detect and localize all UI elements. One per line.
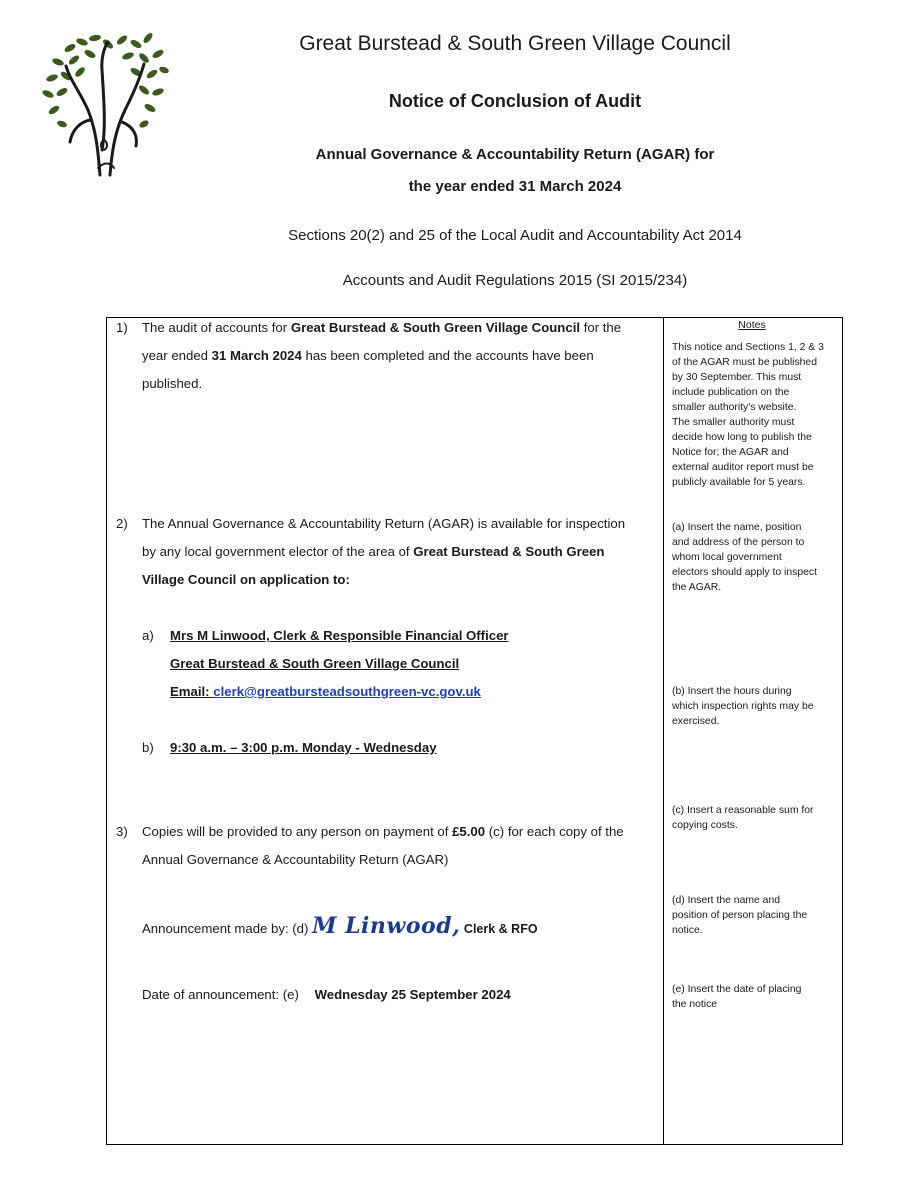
item-2-line-2-pre: by any local government elector of the area of xyxy=(142,544,414,559)
item-1-line-1-pre: The audit of accounts for xyxy=(142,320,291,335)
note-d-line: position of person placing the xyxy=(672,910,808,921)
item-1-text xyxy=(142,314,660,398)
regulations-line: Accounts and Audit Regulations 2015 (SI 2015/234) xyxy=(342,272,688,289)
note-e-line: (e) Insert the date of placing xyxy=(672,984,802,995)
note-intro-line: decide how long to publish the xyxy=(672,432,812,443)
item-2-line-1: The Annual Governance & Accountability Return (AGAR) is available for inspection xyxy=(142,516,626,531)
announcement-label: Announcement made by: (d) xyxy=(142,921,309,936)
council-tree-logo-icon xyxy=(40,30,170,178)
item-1-line-2-post: has been completed and the accounts have been xyxy=(301,348,594,363)
note-intro-line: of the AGAR must be published xyxy=(672,357,817,368)
notes-column-divider xyxy=(663,317,664,1145)
item-1-line-2-pre: year ended xyxy=(142,348,212,363)
note-c-line: copying costs. xyxy=(672,820,738,831)
note-intro-line: include publication on the xyxy=(672,387,790,398)
note-e xyxy=(672,982,832,1012)
item-3-line-1-pre: Copies will be provided to any person on payment of xyxy=(142,824,453,839)
note-a-line: whom local government xyxy=(672,552,782,563)
item-1-line-1-post: for the xyxy=(580,320,622,335)
note-a-line: (a) Insert the name, position xyxy=(672,522,802,533)
item-2-number: 2) xyxy=(116,516,128,531)
note-a-line: and address of the person to xyxy=(672,537,805,548)
item-1-line-3: published. xyxy=(142,376,203,391)
item-1-number: 1) xyxy=(116,320,128,335)
notice-title: Notice of Conclusion of Audit xyxy=(388,91,642,111)
agar-title-line-2: the year ended 31 March 2024 xyxy=(408,178,622,195)
note-b xyxy=(672,684,832,729)
item-3-number: 3) xyxy=(116,824,128,839)
announcement-line xyxy=(142,912,538,943)
note-c-line: (c) Insert a reasonable sum for xyxy=(672,805,814,816)
note-intro-line: external auditor report must be xyxy=(672,462,814,473)
note-d xyxy=(672,893,832,938)
item-1-council-name: Great Burstead & South Green Village Council xyxy=(290,320,581,335)
note-a-line: the AGAR. xyxy=(672,582,722,593)
item-3-line-1-post: (c) for each copy of the xyxy=(485,824,624,839)
item-2-council-name: Great Burstead & South Green xyxy=(413,544,605,559)
date-label: Date of announcement: (e) xyxy=(142,987,299,1002)
note-d-line: notice. xyxy=(672,925,703,936)
inspection-hours: 9:30 a.m. – 3:00 p.m. Monday - Wednesday xyxy=(170,740,437,755)
signature: M Linwood, xyxy=(312,913,461,939)
note-b-line: (b) Insert the hours during xyxy=(672,686,792,697)
act-sections-line: Sections 20(2) and 25 of the Local Audit and Accountability Act 2014 xyxy=(288,227,742,244)
item-3-text xyxy=(142,818,660,874)
clerk-council-name: Great Burstead & South Green Village Council xyxy=(170,656,460,671)
announcement-date: Wednesday 25 September 2024 xyxy=(314,987,511,1002)
announcement-date-line xyxy=(142,981,511,1009)
council-name: Great Burstead & South Green Village Council xyxy=(299,32,731,55)
clerk-name-title: Mrs M Linwood, Clerk & Responsible Financial Officer xyxy=(170,628,509,643)
announcer-role: Clerk & RFO xyxy=(463,922,538,936)
note-d-line: (d) Insert the name and xyxy=(672,895,781,906)
note-b-line: which inspection rights may be xyxy=(672,701,814,712)
note-intro-line: The smaller authority must xyxy=(672,417,795,428)
note-a xyxy=(672,520,832,595)
item-2a-label: a) xyxy=(142,628,154,643)
notes-heading: Notes xyxy=(738,319,766,331)
item-2-line-3: Village Council on application to: xyxy=(142,572,350,587)
note-intro-line: Notice for; the AGAR and xyxy=(672,447,789,458)
note-b-line: exercised. xyxy=(672,716,720,727)
note-a-line: electors should apply to inspect xyxy=(672,567,817,578)
item-2b-label: b) xyxy=(142,740,154,755)
agar-title-line-1: Annual Governance & Accountability Return (AGAR) for xyxy=(315,146,715,163)
email-label: Email: xyxy=(170,684,214,699)
item-1-year-end: 31 March 2024 xyxy=(211,348,302,363)
note-e-line: the notice xyxy=(672,999,718,1010)
note-intro-line: by 30 September. This must xyxy=(672,372,802,383)
note-intro-line: smaller authority's website. xyxy=(672,402,797,413)
item-2a-contact xyxy=(170,622,509,706)
copy-fee: £5.00 xyxy=(452,824,486,839)
item-2-text xyxy=(142,510,660,594)
item-3-line-2: Annual Governance & Accountability Return (AGAR) xyxy=(142,852,449,867)
note-intro-line: publicly available for 5 years. xyxy=(672,477,806,488)
clerk-email-link[interactable]: clerk@greatbursteadsouthgreen-vc.gov.uk xyxy=(213,684,481,699)
note-intro xyxy=(672,340,832,490)
note-c xyxy=(672,803,832,833)
note-intro-line: This notice and Sections 1, 2 & 3 xyxy=(672,342,824,353)
